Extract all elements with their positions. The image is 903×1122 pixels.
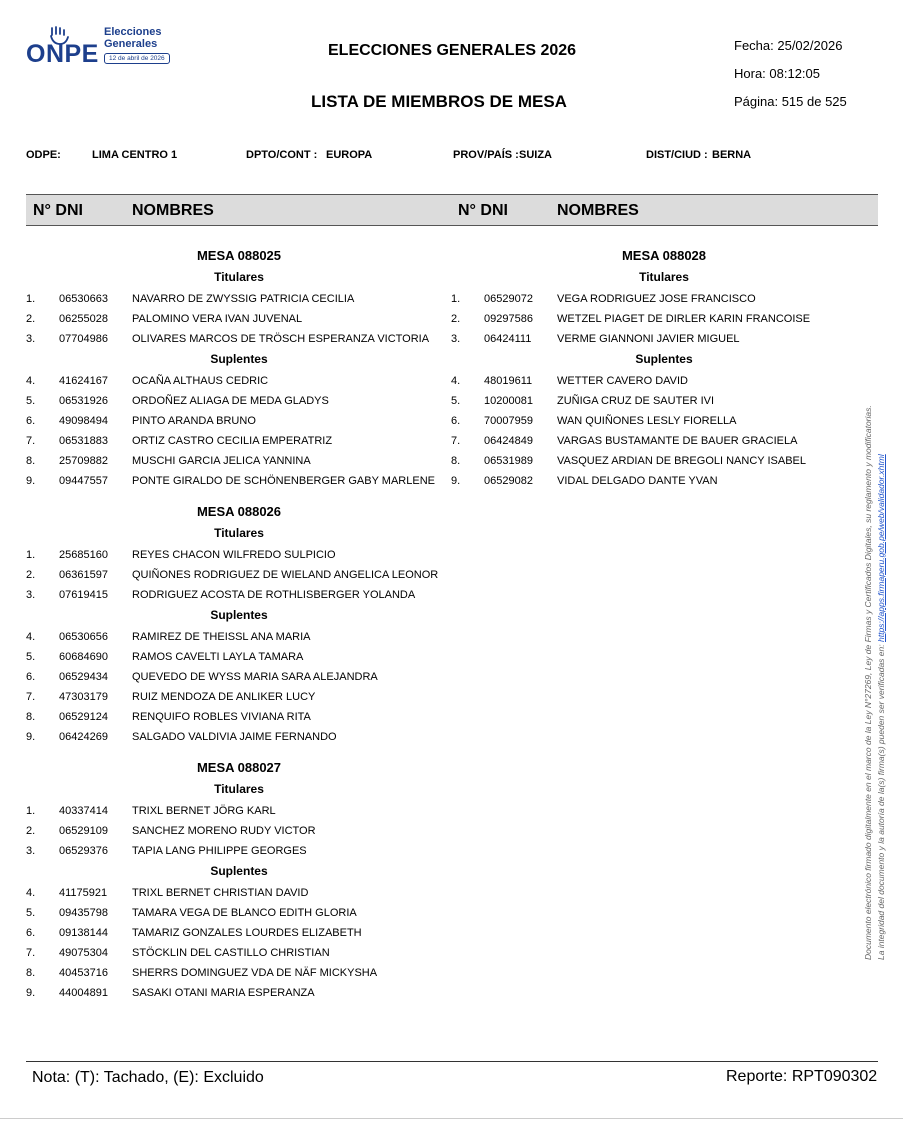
member-name: MUSCHI GARCIA JELICA YANNINA: [132, 455, 311, 467]
member-row: [26, 841, 446, 861]
member-name: WETTER CAVERO DAVID: [557, 375, 688, 387]
digital-signature-note: [862, 405, 888, 960]
member-row: [26, 411, 446, 431]
member-number: 2.: [451, 313, 461, 325]
footer-divider: [26, 1061, 878, 1062]
side-note-line1: Documento electrónico firmado digitalmente en el marco de la Ley N°27269, Ley de Firmas y Certificados Digitales, su reglamento y modificatorias.: [863, 405, 873, 960]
member-row: [26, 883, 446, 903]
dpto-value: EUROPA: [326, 149, 373, 161]
pagina: Página: 515 de 525: [734, 94, 847, 109]
member-row: [26, 309, 446, 329]
member-row: [26, 431, 446, 451]
member-number: 1.: [26, 293, 36, 305]
member-row: [26, 801, 446, 821]
member-row: [26, 471, 446, 491]
member-name: TAMARA VEGA DE BLANCO EDITH GLORIA: [132, 907, 357, 919]
member-dni: 06424849: [484, 435, 533, 447]
member-number: 3.: [26, 333, 36, 345]
titulares-heading: Titulares: [214, 270, 264, 284]
member-name: TAMARIZ GONZALES LOURDES ELIZABETH: [132, 927, 362, 939]
side-note-line2: [875, 405, 888, 960]
dist-label: DIST/CIUD :: [646, 149, 708, 161]
logo-line2: Generales: [104, 38, 158, 50]
member-row: [26, 451, 446, 471]
member-number: 3.: [451, 333, 461, 345]
member-name: SALGADO VALDIVIA JAIME FERNANDO: [132, 731, 337, 743]
member-row: [451, 391, 871, 411]
member-number: 7.: [26, 435, 36, 447]
member-number: 4.: [26, 631, 36, 643]
member-number: 5.: [451, 395, 461, 407]
member-name: TRIXL BERNET CHRISTIAN DAVID: [132, 887, 309, 899]
validator-link[interactable]: https://apps.firmaperu.gob.pe/web/validador.xhtml: [876, 454, 886, 642]
member-number: 3.: [26, 845, 36, 857]
member-row: [26, 963, 446, 983]
member-dni: 41175921: [59, 887, 108, 899]
titulares-heading: Titulares: [214, 526, 264, 540]
fecha: Fecha: 25/02/2026: [734, 38, 843, 53]
member-name: OLIVARES MARCOS DE TRÖSCH ESPERANZA VICTORIA: [132, 333, 430, 345]
member-dni: 09435798: [59, 907, 108, 919]
mesa-gap: [451, 495, 871, 501]
member-dni: 40453716: [59, 967, 108, 979]
member-row: [451, 431, 871, 451]
member-dni: 06530663: [59, 293, 108, 305]
member-dni: 48019611: [484, 375, 533, 387]
member-number: 4.: [26, 375, 36, 387]
titulares-heading: Titulares: [639, 270, 689, 284]
member-number: 4.: [451, 375, 461, 387]
member-dni: 41624167: [59, 375, 108, 387]
member-dni: 09297586: [484, 313, 533, 325]
member-row: [26, 371, 446, 391]
mesa-block: [26, 245, 446, 501]
member-name: VEGA RODRIGUEZ JOSE FRANCISCO: [557, 293, 756, 305]
mesa-block: [26, 501, 446, 757]
member-dni: 47303179: [59, 691, 108, 703]
member-row: [26, 289, 446, 309]
member-row: [26, 565, 446, 585]
member-name: TAPIA LANG PHILIPPE GEORGES: [132, 845, 307, 857]
member-dni: 09447557: [59, 475, 108, 487]
member-row: [26, 329, 446, 349]
member-number: 1.: [26, 805, 36, 817]
footer-report: Reporte: RPT090302: [726, 1068, 878, 1085]
member-dni: 07704986: [59, 333, 108, 345]
member-number: 1.: [451, 293, 461, 305]
member-dni: 70007959: [484, 415, 533, 427]
document-subtitle: LISTA DE MIEMBROS DE MESA: [311, 92, 567, 111]
member-name: VERME GIANNONI JAVIER MIGUEL: [557, 333, 740, 345]
member-name: RUIZ MENDOZA DE ANLIKER LUCY: [132, 691, 316, 703]
member-number: 5.: [26, 651, 36, 663]
page-bottom-edge: [0, 1118, 903, 1119]
member-dni: 44004891: [59, 987, 108, 999]
member-name: VARGAS BUSTAMANTE DE BAUER GRACIELA: [557, 435, 798, 447]
member-dni: 10200081: [484, 395, 533, 407]
member-name: QUIÑONES RODRIGUEZ DE WIELAND ANGELICA LEONOR: [132, 569, 439, 581]
member-name: STÖCKLIN DEL CASTILLO CHRISTIAN: [132, 947, 330, 959]
member-row: [26, 943, 446, 963]
member-name: VIDAL DELGADO DANTE YVAN: [557, 475, 718, 487]
col-nombres-left: NOMBRES: [132, 202, 214, 219]
member-row: [451, 309, 871, 329]
member-name: RAMOS CAVELTI LAYLA TAMARA: [132, 651, 304, 663]
member-row: [26, 821, 446, 841]
side-note-prefix: La integridad del documento y la autoría de la(s) firma(s) pueden ser verificadas en:: [876, 644, 886, 960]
member-dni: 25709882: [59, 455, 108, 467]
member-row: [451, 289, 871, 309]
member-row: [26, 983, 446, 1003]
member-dni: 06531883: [59, 435, 108, 447]
member-dni: 09138144: [59, 927, 108, 939]
onpe-logo: [26, 26, 176, 72]
hora: Hora: 08:12:05: [734, 66, 821, 81]
suplentes-heading: Suplentes: [210, 352, 268, 366]
member-name: ZUÑIGA CRUZ DE SAUTER IVI: [557, 395, 715, 407]
member-dni: 06529082: [484, 475, 533, 487]
member-row: [26, 585, 446, 605]
member-dni: 06529376: [59, 845, 108, 857]
member-number: 7.: [451, 435, 461, 447]
member-number: 6.: [451, 415, 461, 427]
member-number: 2.: [26, 825, 36, 837]
member-number: 2.: [26, 313, 36, 325]
logo-title: [104, 26, 161, 50]
member-dni: 06361597: [59, 569, 108, 581]
logo-brand: ONPE: [26, 40, 99, 68]
member-dni: 06529434: [59, 671, 108, 683]
member-number: 7.: [26, 691, 36, 703]
member-number: 6.: [26, 671, 36, 683]
member-number: 5.: [26, 395, 36, 407]
col-num-dni-right: N° DNI: [458, 202, 508, 219]
member-number: 8.: [26, 967, 36, 979]
member-row: [451, 411, 871, 431]
member-dni: 40337414: [59, 805, 108, 817]
mesa-block: [451, 245, 871, 501]
member-name: RENQUIFO ROBLES VIVIANA RITA: [132, 711, 311, 723]
prov-label: PROV/PAÍS :: [453, 149, 519, 161]
member-number: 8.: [26, 711, 36, 723]
member-name: VASQUEZ ARDIAN DE BREGOLI NANCY ISABEL: [557, 455, 806, 467]
member-row: [26, 687, 446, 707]
member-number: 9.: [26, 475, 36, 487]
col-num-dni-left: N° DNI: [33, 202, 83, 219]
member-row: [26, 627, 446, 647]
member-dni: 49098494: [59, 415, 108, 427]
member-dni: 06529072: [484, 293, 533, 305]
mesa-title: MESA 088026: [196, 504, 282, 519]
member-name: WAN QUIÑONES LESLY FIORELLA: [557, 415, 737, 427]
member-name: RODRIGUEZ ACOSTA DE ROTHLISBERGER YOLANDA: [132, 589, 416, 601]
member-row: [26, 903, 446, 923]
member-row: [451, 451, 871, 471]
member-number: 9.: [26, 987, 36, 999]
member-dni: 06529109: [59, 825, 108, 837]
member-dni: 06530656: [59, 631, 108, 643]
mesa-gap: [26, 1007, 446, 1013]
member-row: [26, 707, 446, 727]
member-name: PONTE GIRALDO DE SCHÖNENBERGER GABY MARLENE: [132, 475, 435, 487]
member-dni: 07619415: [59, 589, 108, 601]
member-name: TRIXL BERNET JÖRG KARL: [132, 805, 276, 817]
footer-note: Nota: (T): Tachado, (E): Excluido: [32, 1069, 264, 1086]
member-name: NAVARRO DE ZWYSSIG PATRICIA CECILIA: [132, 293, 355, 305]
member-name: WETZEL PIAGET DE DIRLER KARIN FRANCOISE: [557, 313, 811, 325]
member-number: 7.: [26, 947, 36, 959]
member-name: SASAKI OTANI MARIA ESPERANZA: [132, 987, 315, 999]
logo-line1: Elecciones: [104, 26, 162, 38]
member-dni: 06255028: [59, 313, 108, 325]
member-number: 2.: [26, 569, 36, 581]
suplentes-heading: Suplentes: [210, 864, 268, 878]
member-dni: 06424269: [59, 731, 108, 743]
member-dni: 25685160: [59, 549, 108, 561]
member-row: [26, 545, 446, 565]
member-number: 9.: [451, 475, 461, 487]
member-dni: 06531926: [59, 395, 108, 407]
right-column: [451, 245, 871, 501]
member-name: QUEVEDO DE WYSS MARIA SARA ALEJANDRA: [132, 671, 378, 683]
member-row: [451, 371, 871, 391]
odpe-label: ODPE:: [26, 149, 61, 161]
member-name: PINTO ARANDA BRUNO: [132, 415, 256, 427]
member-name: ORDOÑEZ ALIAGA DE MEDA GLADYS: [132, 395, 329, 407]
mesa-title: MESA 088028: [621, 248, 707, 263]
member-name: SANCHEZ MORENO RUDY VICTOR: [132, 825, 316, 837]
mesa-title: MESA 088027: [196, 760, 282, 775]
member-row: [26, 647, 446, 667]
member-number: 8.: [26, 455, 36, 467]
titulares-heading: Titulares: [214, 782, 264, 796]
member-name: REYES CHACON WILFREDO SULPICIO: [132, 549, 336, 561]
member-number: 6.: [26, 415, 36, 427]
member-dni: 49075304: [59, 947, 108, 959]
dpto-label: DPTO/CONT :: [246, 149, 318, 161]
member-number: 3.: [26, 589, 36, 601]
member-dni: 06529124: [59, 711, 108, 723]
member-number: 6.: [26, 927, 36, 939]
member-row: [26, 727, 446, 747]
member-number: 9.: [26, 731, 36, 743]
mesa-block: [26, 757, 446, 1013]
member-row: [451, 329, 871, 349]
suplentes-heading: Suplentes: [635, 352, 693, 366]
member-number: 4.: [26, 887, 36, 899]
left-column: [26, 245, 446, 1013]
member-number: 5.: [26, 907, 36, 919]
member-name: ORTIZ CASTRO CECILIA EMPERATRIZ: [132, 435, 333, 447]
member-name: OCAÑA ALTHAUS CEDRIC: [132, 375, 269, 387]
mesa-title: MESA 088025: [196, 248, 282, 263]
document-title: ELECCIONES GENERALES 2026: [328, 42, 577, 59]
logo-date: 12 de abril de 2026: [104, 53, 170, 64]
prov-value: SUIZA: [519, 149, 552, 161]
column-header-bar: [26, 194, 878, 226]
dist-value: BERNA: [712, 149, 752, 161]
member-name: RAMIREZ DE THEISSL ANA MARIA: [132, 631, 311, 643]
member-dni: 06531989: [484, 455, 533, 467]
col-nombres-right: NOMBRES: [557, 202, 639, 219]
member-row: [451, 471, 871, 491]
member-name: SHERRS DOMINGUEZ VDA DE NÄF MICKYSHA: [132, 967, 378, 979]
suplentes-heading: Suplentes: [210, 608, 268, 622]
member-number: 8.: [451, 455, 461, 467]
member-row: [26, 667, 446, 687]
member-row: [26, 923, 446, 943]
odpe-value: LIMA CENTRO 1: [92, 149, 178, 161]
member-number: 1.: [26, 549, 36, 561]
member-row: [26, 391, 446, 411]
member-name: PALOMINO VERA IVAN JUVENAL: [132, 313, 303, 325]
member-dni: 60684690: [59, 651, 108, 663]
member-dni: 06424111: [484, 333, 532, 345]
